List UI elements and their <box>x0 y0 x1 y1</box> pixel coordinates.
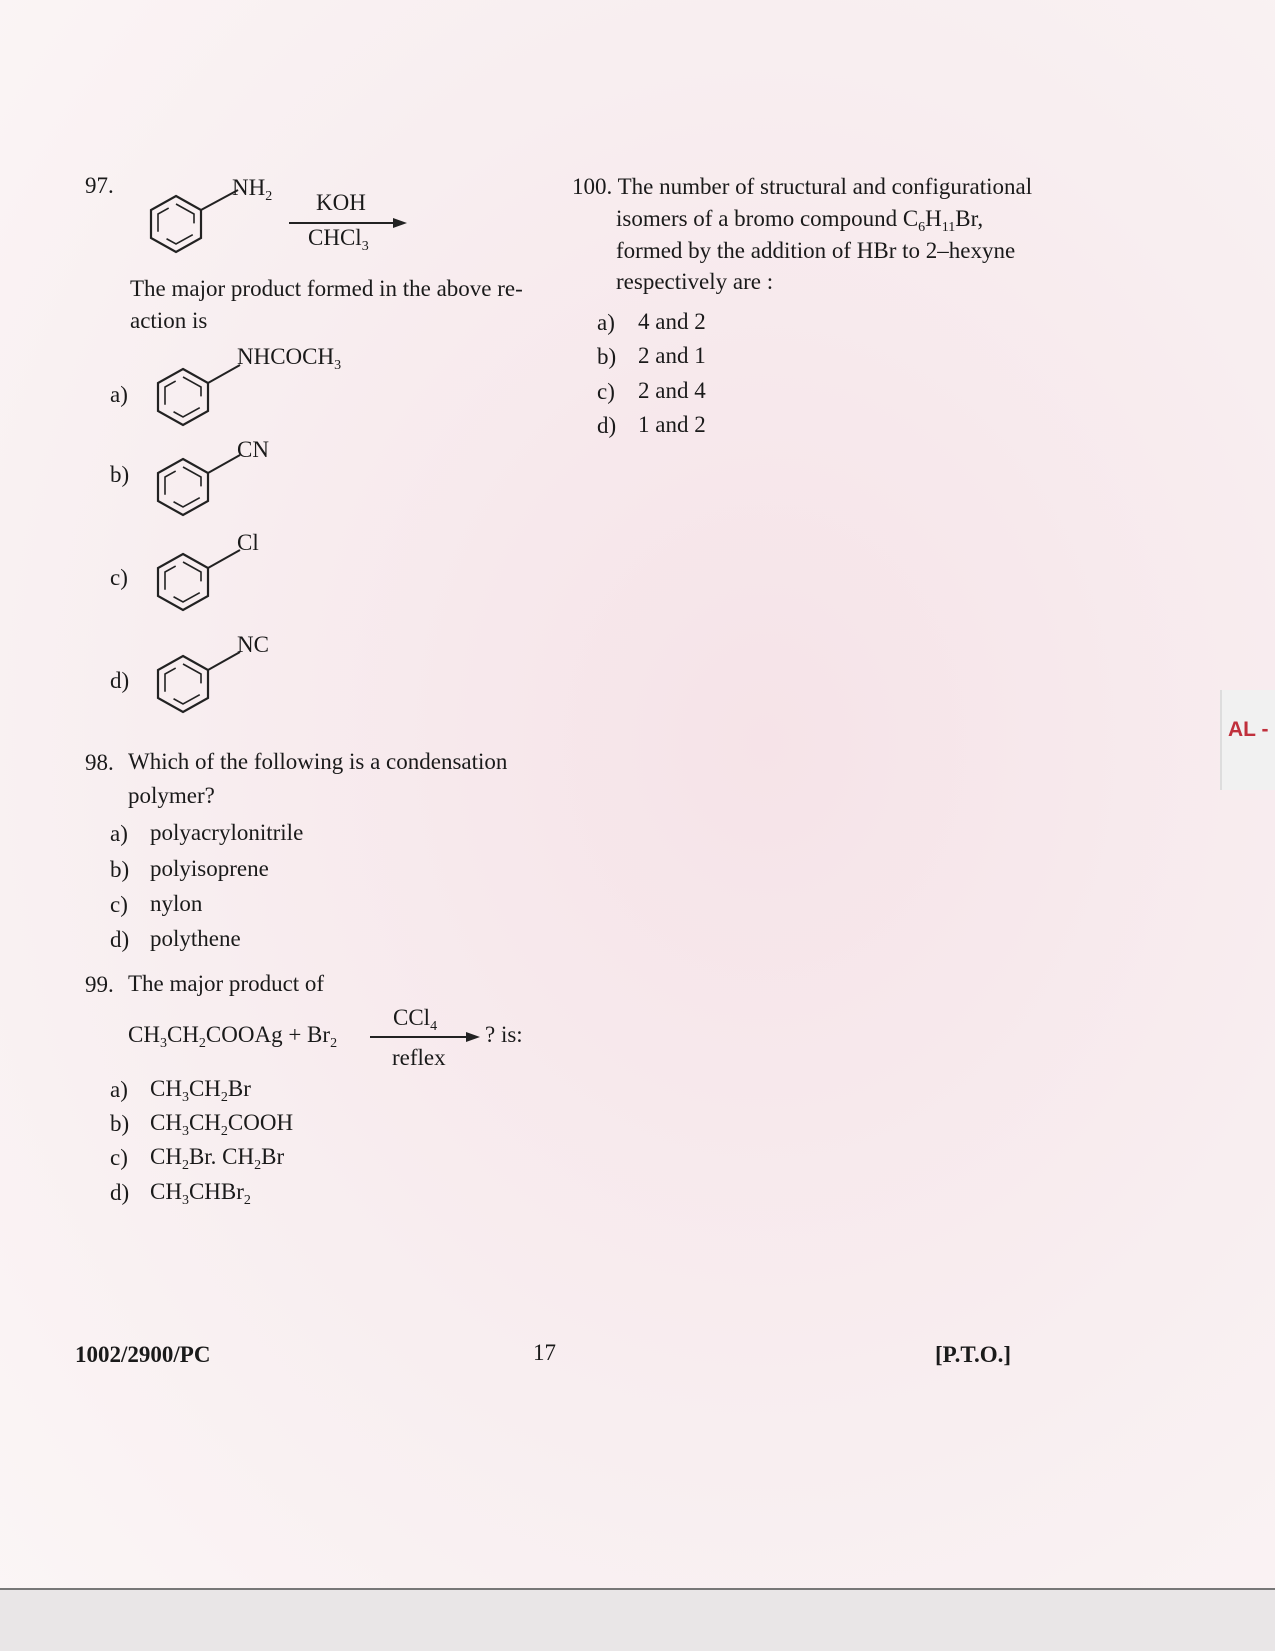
benzene-ring-option-a <box>155 365 225 435</box>
q100-option-a-text[interactable]: 4 and 2 <box>638 309 706 334</box>
q99-option-b-text[interactable]: $CH_3CH_2COOH$ <box>150 1110 294 1139</box>
side-tab-label: AL - <box>1228 718 1269 741</box>
footer-code: 1002/2900/PC <box>75 1342 211 1367</box>
q98-option-a-label[interactable]: a) <box>110 821 128 846</box>
q100-line2: isomers of a bromo compound $C_6H_{11}Br$, <box>616 206 984 235</box>
q99-option-b-label[interactable]: b) <box>110 1111 130 1136</box>
q98-option-a-text[interactable]: polyacrylonitrile <box>150 820 304 845</box>
q100-number: 100. <box>572 174 613 199</box>
q99-option-c-text[interactable]: $CH_2Br$. $CH_2Br$ <box>150 1144 285 1173</box>
benzene-ring-option-d <box>155 652 225 722</box>
q97-number: 97. <box>85 173 114 198</box>
q97-option-b-group: CN <box>237 437 269 462</box>
q100-option-c-text[interactable]: 2 and 4 <box>638 378 706 403</box>
benzene-ring-reactant <box>148 192 218 262</box>
q98-option-c-label[interactable]: c) <box>110 892 128 917</box>
q99-option-c-label[interactable]: c) <box>110 1145 128 1170</box>
q100-option-c-label[interactable]: c) <box>597 379 615 404</box>
q97-question-line2: action is <box>130 308 208 333</box>
q97-reagent-top: KOH <box>316 190 366 215</box>
q99-option-d-text[interactable]: $CH_3CHBr_2$ <box>150 1179 251 1208</box>
q98-option-b-text[interactable]: polyisoprene <box>150 856 269 881</box>
q99-reagent-bottom: reflex <box>392 1045 446 1070</box>
q99-number: 99. <box>85 972 114 997</box>
q97-option-d-label[interactable]: d) <box>110 668 130 693</box>
q100-option-b-text[interactable]: 2 and 1 <box>638 343 706 368</box>
q100-option-a-label[interactable]: a) <box>597 310 615 335</box>
q100-option-d-text[interactable]: 1 and 2 <box>638 412 706 437</box>
q98-option-b-label[interactable]: b) <box>110 857 130 882</box>
q97-question-line1: The major product formed in the above re- <box>130 276 523 301</box>
q98-option-d-label[interactable]: d) <box>110 927 130 952</box>
benzene-ring-option-b <box>155 455 225 525</box>
q98-option-c-text[interactable]: nylon <box>150 891 203 916</box>
footer-page-number: 17 <box>533 1340 556 1365</box>
q99-question: The major product of <box>128 971 325 996</box>
q100-line3: formed by the addition of HBr to 2–hexyne <box>616 238 1016 263</box>
q97-option-c-label[interactable]: c) <box>110 565 128 590</box>
q97-reagent-bottom: CHCl$_3$ <box>308 225 369 254</box>
q97-option-d-group: NC <box>237 632 269 657</box>
footer-pto: [P.T.O.] <box>935 1342 1012 1367</box>
q100-line1: 100. The number of structural and configurational <box>572 174 1033 199</box>
q97-reactant-group: $NH_2$ <box>232 175 273 204</box>
q99-option-d-label[interactable]: d) <box>110 1180 130 1205</box>
q99-reagent-top: CCl$_4$ <box>393 1005 438 1034</box>
q98-question-line2: polymer? <box>128 783 215 808</box>
q99-option-a-text[interactable]: $CH_3CH_2Br$ <box>150 1076 251 1105</box>
q97-option-a-group: $NHCOCH_3$ <box>237 344 342 373</box>
q98-number: 98. <box>85 750 114 775</box>
q100-option-d-label[interactable]: d) <box>597 413 617 438</box>
bottom-band <box>0 1590 1275 1651</box>
q100-option-b-label[interactable]: b) <box>597 344 617 369</box>
q98-option-d-text[interactable]: polythene <box>150 926 241 951</box>
q99-suffix: ? is: <box>485 1022 523 1047</box>
q97-option-b-label[interactable]: b) <box>110 462 130 487</box>
q100-line4: respectively are : <box>616 269 774 294</box>
q98-question-line1: Which of the following is a condensation <box>128 749 508 774</box>
benzene-ring-option-c <box>155 550 225 620</box>
q99-option-a-label[interactable]: a) <box>110 1077 128 1102</box>
q99-reactants: $CH_3CH_2COOAg + Br_2$ <box>128 1022 338 1051</box>
q97-option-a-label[interactable]: a) <box>110 382 128 407</box>
q97-option-c-group: Cl <box>237 530 259 555</box>
